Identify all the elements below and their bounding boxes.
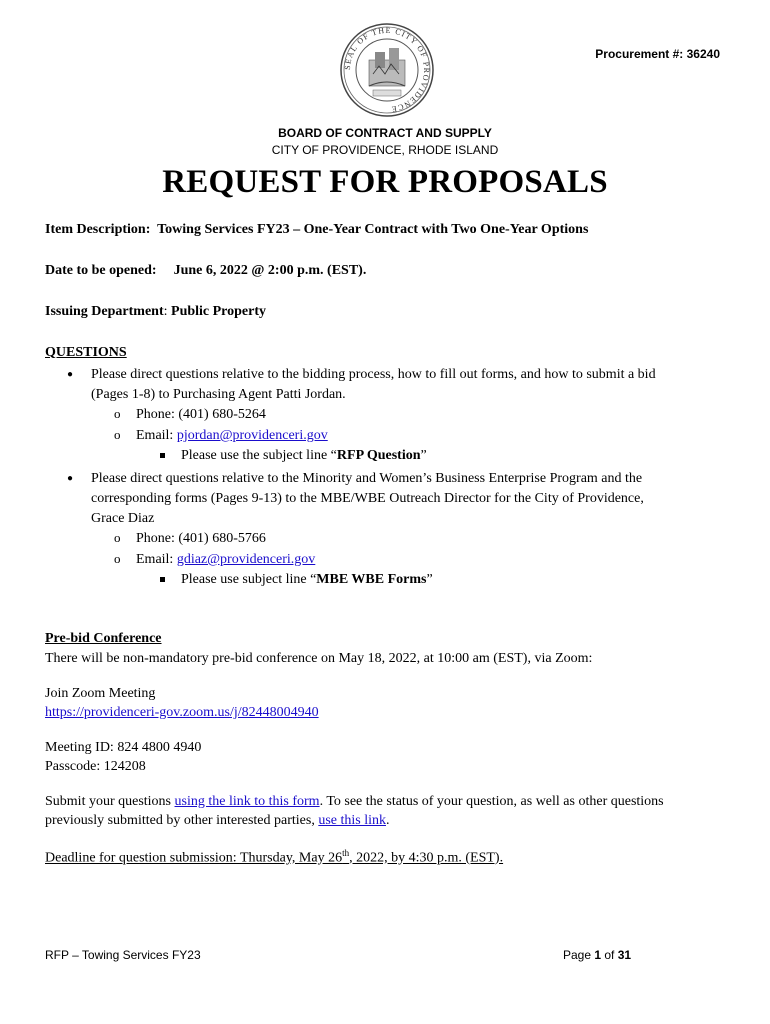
question-bullet-1-line-2: (Pages 1-8) to Purchasing Agent Patti Jordan. — [91, 387, 346, 402]
item-description — [45, 222, 588, 238]
submit-questions-line-1 — [45, 794, 664, 810]
rfp-subject-line — [181, 448, 427, 464]
circle-bullet-icon: o — [114, 427, 121, 442]
question-bullet-2-line-1: Please direct questions relative to the Minority and Women’s Business Enterprise Program and the — [91, 471, 643, 486]
page-number — [563, 948, 631, 962]
subject-pre: Please use the subject line “ — [181, 448, 337, 463]
submit-questions-line-2 — [45, 813, 390, 829]
mbe-subject-line — [181, 572, 433, 588]
date-value: June 6, 2022 @ 2:00 p.m. (EST). — [173, 263, 367, 278]
square-bullet-icon — [160, 577, 165, 582]
zoom-link-row — [45, 705, 319, 721]
deadline-pre: Deadline for question submission: Thursday, May 26 — [45, 850, 343, 866]
question-deadline — [45, 848, 503, 867]
date-to-open — [45, 263, 366, 279]
meeting-id: Meeting ID: 824 4800 4940 — [45, 740, 202, 755]
subject-post: ” — [420, 448, 427, 463]
jordan-email-row — [136, 428, 328, 444]
item-value: Towing Services FY23 – One-Year Contract with Two One-Year Options — [157, 222, 589, 237]
diaz-email-link[interactable]: gdiaz@providenceri.gov — [176, 552, 316, 567]
issuing-department: Issuing Department: Public Property — [45, 304, 267, 319]
jordan-phone: Phone: (401) 680-5264 — [136, 407, 266, 422]
submit-post: . To see the status of your question, as well as other questions — [319, 794, 664, 809]
diaz-phone: Phone: (401) 680-5766 — [136, 531, 266, 546]
dept-label: Issuing Department — [45, 304, 164, 319]
email-label: Email: — [136, 428, 177, 443]
subject-pre: Please use subject line “ — [181, 572, 317, 587]
svg-text:SEAL OF THE CITY OF PROVIDENCE: SEAL OF THE CITY OF PROVIDENCE — [342, 25, 432, 114]
circle-bullet-icon: o — [114, 530, 121, 545]
circle-bullet-icon: o — [114, 551, 121, 566]
procurement-number: Procurement #: 36240 — [595, 47, 720, 61]
subject-bold: RFP Question — [336, 448, 421, 463]
subject-post: ” — [426, 572, 433, 587]
city-seal-logo — [339, 22, 435, 118]
bullet-icon: ● — [67, 473, 74, 484]
question-bullet-2-line-2: corresponding forms (Pages 9-13) to the MBE/WBE Outreach Director for the City of Providence, — [91, 491, 644, 506]
item-label: Item Description: — [45, 222, 151, 237]
diaz-email-row — [136, 552, 315, 568]
prebid-heading: Pre-bid Conference — [45, 631, 162, 646]
footer-title: RFP – Towing Services FY23 — [45, 948, 201, 962]
question-status-link[interactable]: use this link — [318, 813, 386, 828]
join-zoom-label: Join Zoom Meeting — [45, 686, 156, 701]
question-bullet-1-line-1: Please direct questions relative to the bidding process, how to fill out forms, and how to submit a bid — [91, 367, 656, 382]
submit2-pre: previously submitted by other interested parties, — [45, 813, 319, 828]
zoom-link[interactable]: https://providenceri-gov.zoom.us/j/82448004940 — [45, 705, 319, 720]
square-bullet-icon — [160, 453, 165, 458]
page-total: 31 — [617, 948, 632, 962]
page-current: 1 — [594, 948, 602, 962]
submit-pre: Submit your questions — [45, 794, 175, 809]
jordan-email-link[interactable]: pjordan@providenceri.gov — [176, 428, 328, 443]
question-form-link[interactable]: using the link to this form — [174, 794, 320, 809]
question-bullet-2-line-3: Grace Diaz — [91, 511, 155, 526]
prebid-text: There will be non-mandatory pre-bid conference on May 18, 2022, at 10:00 am (EST), via Zoom: — [45, 651, 593, 666]
circle-bullet-icon: o — [114, 406, 121, 421]
deadline-sup: th — [342, 848, 350, 858]
board-name: BOARD OF CONTRACT AND SUPPLY — [278, 126, 492, 140]
city-name: CITY OF PROVIDENCE, RHODE ISLAND — [271, 143, 499, 157]
page-title: REQUEST FOR PROPOSALS — [162, 164, 608, 200]
email-label: Email: — [136, 552, 177, 567]
subject-bold: MBE WBE Forms — [316, 572, 427, 587]
page-of: of — [601, 948, 618, 962]
questions-heading: QUESTIONS — [45, 345, 127, 360]
date-label: Date to be opened: — [45, 263, 157, 278]
dept-value: Public Property — [171, 304, 267, 319]
page-label: Page — [563, 948, 595, 962]
bullet-icon: ● — [67, 369, 74, 380]
submit2-post: . — [386, 813, 390, 828]
passcode: Passcode: 124208 — [45, 759, 146, 774]
deadline-post: , 2022, by 4:30 p.m. (EST). — [349, 850, 504, 866]
